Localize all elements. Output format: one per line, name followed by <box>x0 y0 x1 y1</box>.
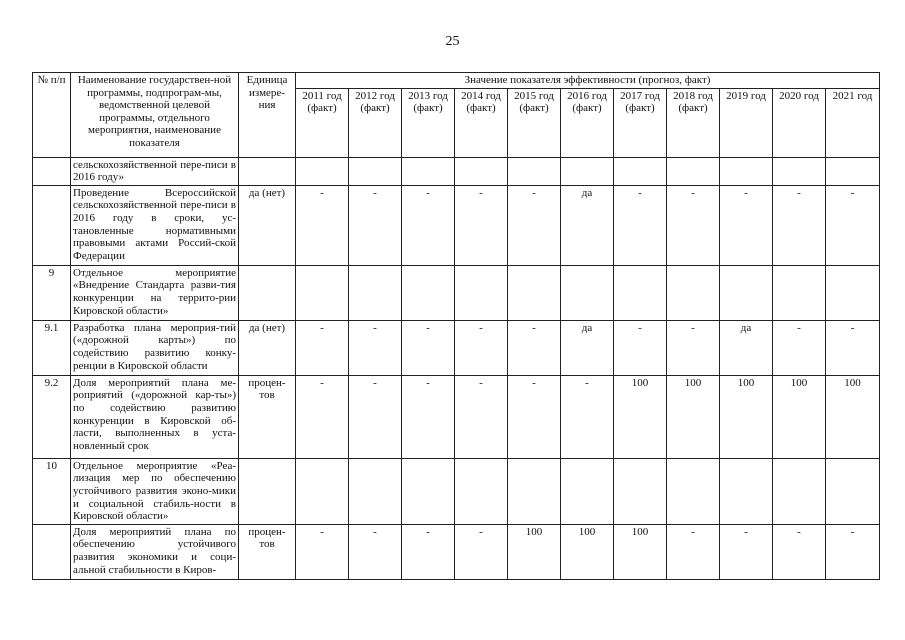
row-value <box>667 157 720 185</box>
header-year: 2013 год (факт) <box>402 88 455 157</box>
row-num <box>33 185 71 265</box>
row-value <box>614 458 667 524</box>
header-year: 2019 год <box>720 88 773 157</box>
header-year: 2011 год (факт) <box>296 88 349 157</box>
table-row <box>33 320 880 375</box>
row-value <box>296 265 349 320</box>
row-num <box>33 524 71 579</box>
row-value <box>720 157 773 185</box>
row-value <box>826 157 880 185</box>
row-value: 100 <box>614 524 667 579</box>
row-value <box>614 157 667 185</box>
row-num <box>33 157 71 185</box>
row-value: - <box>349 320 402 375</box>
table-row <box>33 265 880 320</box>
header-year: 2017 год (факт) <box>614 88 667 157</box>
row-value: 100 <box>561 524 614 579</box>
row-value: 100 <box>614 375 667 458</box>
table-row <box>33 157 880 185</box>
header-year: 2012 год (факт) <box>349 88 402 157</box>
row-value: - <box>614 320 667 375</box>
row-name: Доля мероприятий плана по обеспечению устойчивого развития экономики и соци-альной стабильности в Киров- <box>71 524 239 579</box>
row-value: - <box>296 185 349 265</box>
header-year: 2018 год (факт) <box>667 88 720 157</box>
header-year: 2015 год (факт) <box>508 88 561 157</box>
row-value: 100 <box>826 375 880 458</box>
row-name: Проведение Всероссийской сельскохозяйственной пере-писи в 2016 году в сроки, ус-тановленные нормативными правовыми актами Россий-ской Федерации <box>71 185 239 265</box>
row-value: - <box>508 320 561 375</box>
row-value <box>720 458 773 524</box>
row-value <box>773 458 826 524</box>
row-value <box>561 458 614 524</box>
row-value: - <box>349 375 402 458</box>
header-num: № п/п <box>33 73 71 158</box>
row-value: - <box>773 524 826 579</box>
row-value <box>455 157 508 185</box>
row-name: сельскохозяйственной пере-писи в 2016 году» <box>71 157 239 185</box>
table-row <box>33 185 880 265</box>
header-year: 2014 год (факт) <box>455 88 508 157</box>
row-value <box>773 157 826 185</box>
row-value: - <box>402 375 455 458</box>
row-unit <box>239 265 296 320</box>
row-unit <box>239 458 296 524</box>
header-row-1 <box>33 73 880 89</box>
row-value: - <box>773 320 826 375</box>
row-value <box>720 265 773 320</box>
row-value: 100 <box>667 375 720 458</box>
row-value: - <box>455 524 508 579</box>
row-value: - <box>720 185 773 265</box>
table-row <box>33 375 880 458</box>
row-value: - <box>773 185 826 265</box>
row-num: 9.2 <box>33 375 71 458</box>
table-body <box>33 73 880 580</box>
row-unit: процен-тов <box>239 524 296 579</box>
row-value: - <box>296 320 349 375</box>
row-value <box>508 458 561 524</box>
row-num: 9.1 <box>33 320 71 375</box>
row-value <box>349 265 402 320</box>
row-value: 100 <box>508 524 561 579</box>
row-value <box>402 157 455 185</box>
row-value: - <box>455 185 508 265</box>
row-value: - <box>561 375 614 458</box>
row-value <box>455 458 508 524</box>
row-value <box>561 265 614 320</box>
row-value <box>296 157 349 185</box>
row-value: - <box>508 185 561 265</box>
row-name: Отдельное мероприятие «Реа-лизация мер по обеспечению устойчивого развития эконо-мики и социальной стабиль-ности в Кировской области» <box>71 458 239 524</box>
row-value <box>349 157 402 185</box>
row-value: - <box>402 524 455 579</box>
row-value: да <box>561 320 614 375</box>
row-name: Доля мероприятий плана ме-роприятий («дорожной кар-ты») по содействию развитию конкуренции в Кировской об-ласти, выполненных в уста-новленный срок <box>71 375 239 458</box>
row-value: - <box>826 524 880 579</box>
row-value: - <box>720 524 773 579</box>
row-value <box>667 265 720 320</box>
header-name: Наименование государствен-ной программы, подпрограм-мы, ведомственной целевой программы, отдельного мероприятия, наименование показателя <box>71 73 239 158</box>
row-name: Разработка плана мероприя-тий («дорожной карты») по содействию развитию конку-ренции в Кировской области <box>71 320 239 375</box>
row-value: 100 <box>720 375 773 458</box>
row-value: - <box>508 375 561 458</box>
row-value <box>402 458 455 524</box>
row-unit: процен-тов <box>239 375 296 458</box>
indicator-table <box>32 72 880 580</box>
row-value <box>667 458 720 524</box>
row-value: - <box>296 375 349 458</box>
row-value: да <box>561 185 614 265</box>
row-value: - <box>667 185 720 265</box>
row-value: - <box>296 524 349 579</box>
row-value <box>826 265 880 320</box>
row-name: Отдельное мероприятие «Внедрение Стандарта разви-тия конкуренции на террито-рии Кировской области» <box>71 265 239 320</box>
row-value: - <box>402 185 455 265</box>
row-value: да <box>720 320 773 375</box>
row-value: - <box>667 320 720 375</box>
table-row <box>33 458 880 524</box>
row-value <box>508 157 561 185</box>
row-value <box>826 458 880 524</box>
header-year: 2016 год (факт) <box>561 88 614 157</box>
row-value: - <box>455 375 508 458</box>
row-num: 10 <box>33 458 71 524</box>
row-value <box>455 265 508 320</box>
row-value <box>508 265 561 320</box>
row-value <box>296 458 349 524</box>
row-value <box>402 265 455 320</box>
row-value: - <box>614 185 667 265</box>
row-value <box>561 157 614 185</box>
header-unit: Единица измере-ния <box>239 73 296 158</box>
row-value: - <box>667 524 720 579</box>
row-value: 100 <box>773 375 826 458</box>
row-value: - <box>402 320 455 375</box>
header-year: 2021 год <box>826 88 880 157</box>
table-row <box>33 524 880 579</box>
row-value: - <box>349 185 402 265</box>
row-value: - <box>349 524 402 579</box>
row-value: - <box>455 320 508 375</box>
page-number: 25 <box>445 34 460 49</box>
header-year: 2020 год <box>773 88 826 157</box>
row-value <box>349 458 402 524</box>
row-value <box>614 265 667 320</box>
row-value <box>773 265 826 320</box>
row-value: - <box>826 320 880 375</box>
row-num: 9 <box>33 265 71 320</box>
row-value: - <box>826 185 880 265</box>
row-unit: да (нет) <box>239 185 296 265</box>
row-unit <box>239 157 296 185</box>
row-unit: да (нет) <box>239 320 296 375</box>
header-value-title: Значение показателя эффективности (прогноз, факт) <box>296 73 880 89</box>
